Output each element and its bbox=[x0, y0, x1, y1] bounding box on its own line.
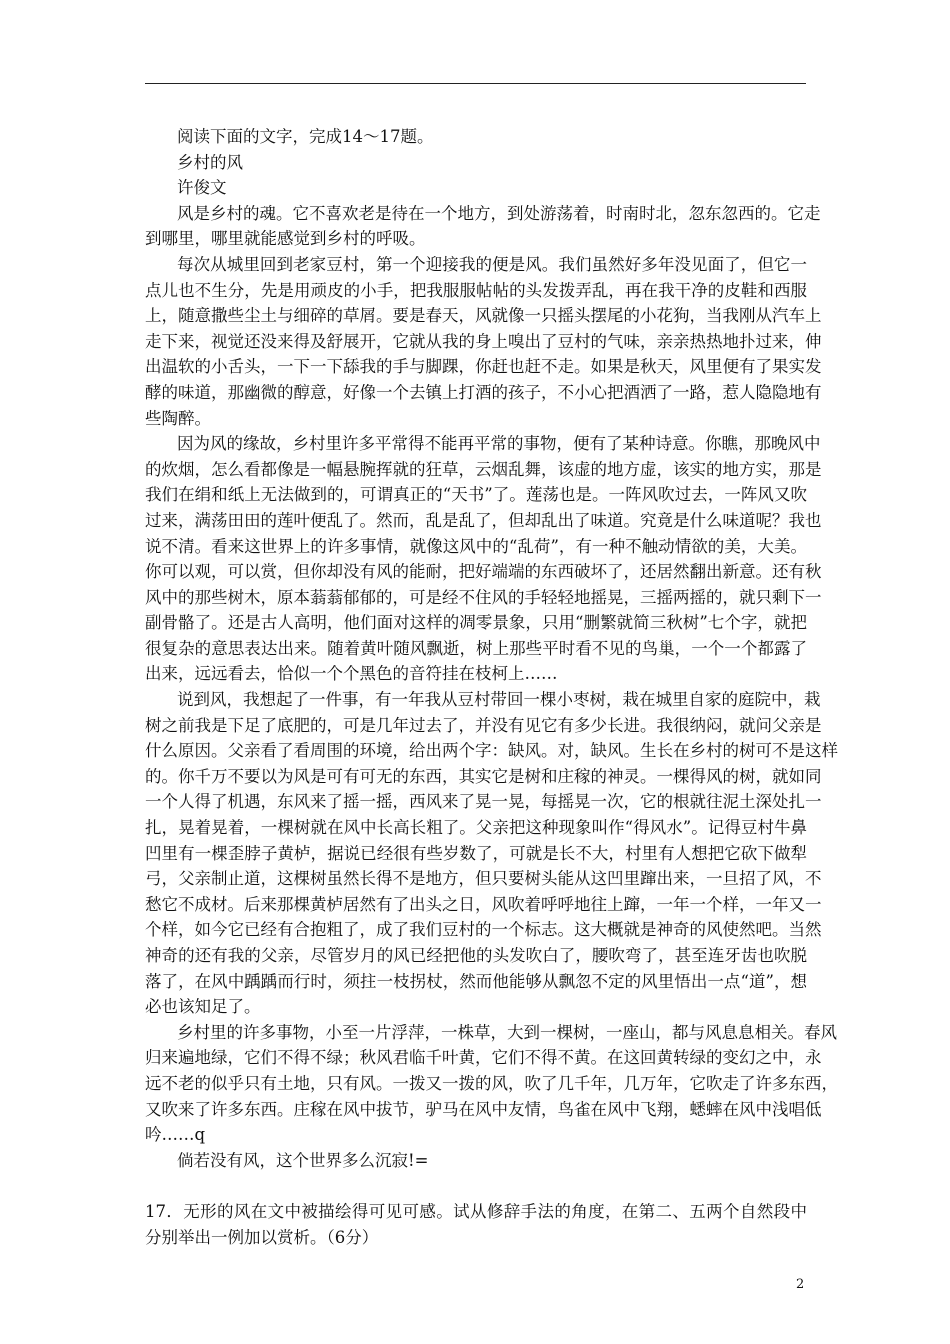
paragraph-line: 归来遍地绿，它们不得不绿；秋风君临千叶黄，它们不得不黄。在这回黄转绿的变幻之中，永 bbox=[145, 1048, 822, 1068]
page-number: 2 bbox=[796, 1277, 805, 1292]
paragraph-line: 每次从城里回到老家豆村，第一个迎接我的便是风。我们虽然好多年没见面了，但它一 bbox=[177, 254, 807, 274]
paragraph-line: 些陶醉。 bbox=[145, 408, 211, 428]
paragraph-line: 走下来，视觉还没来得及舒展开，它就从我的身上嗅出了豆村的气味，亲亲热热地扑过来，伸 bbox=[145, 331, 822, 351]
paragraph-line: 风是乡村的魂。它不喜欢老是待在一个地方，到处游荡着，时南时北，忽东忽西的。它走 bbox=[177, 203, 821, 223]
paragraph-line: 什么原因。父亲看了看周围的环境，给出两个字：缺风。对，缺风。生长在乡村的树可不是这样 bbox=[145, 741, 838, 761]
paragraph-line: 到哪里，哪里就能感觉到乡村的呼吸。 bbox=[145, 229, 426, 249]
question-line: 分别举出一例加以赏析。（6分） bbox=[145, 1227, 379, 1247]
paragraph-line: 酵的味道，那幽微的醇意，好像一个去镇上打酒的孩子，不小心把酒洒了一路，惹人隐隐地有 bbox=[145, 382, 822, 402]
paragraph-line: 风中的那些树木，原本蓊蓊郁郁的，可是经不住风的手轻轻地摇晃，三摇两摇的，就只剩下一 bbox=[145, 587, 822, 607]
paragraph-line: 落了，在风中踽踽而行时，须拄一枝拐杖，然而他能够从飘忽不定的风里悟出一点“道”，想 bbox=[145, 971, 807, 991]
paragraph-line: 出来，远远看去，恰似一个个黑色的音符挂在枝柯上…… bbox=[145, 664, 558, 684]
paragraph-4 bbox=[145, 687, 838, 1020]
paragraph-line: 吟……q bbox=[145, 1125, 206, 1145]
paragraph-line: 因为风的缘故，乡村里许多平常得不能再平常的事物，便有了某种诗意。你瞧，那晚风中 bbox=[177, 434, 821, 454]
paragraph-line: 扎，晃着晃着，一棵树就在风中长高长粗了。父亲把这种现象叫作“得风水”。记得豆村牛鼻 bbox=[145, 818, 807, 838]
paragraph-line: 一个人得了机遇，东风来了摇一摇，西风来了晃一晃，每摇晃一次，它的根就往泥土深处扎一 bbox=[145, 792, 822, 812]
paragraph-6 bbox=[145, 1148, 807, 1174]
document-content bbox=[145, 124, 838, 1251]
paragraph-line: 出温软的小舌头，一下一下舔我的手与脚踝，你赶也赶不走。如果是秋天，风里便有了果实发 bbox=[145, 357, 822, 377]
reading-instruction: 阅读下面的文字，完成14～17题。 bbox=[177, 127, 434, 146]
paragraph-line: 你可以观，可以赏，但你却没有风的能耐，把好端端的东西破坏了，还居然翻出新意。还有秋 bbox=[145, 562, 822, 582]
paragraph-line: 乡村里的许多事物，小至一片浮萍，一株草，大到一棵树，一座山，都与风息息相关。春风 bbox=[177, 1022, 837, 1042]
paragraph-line: 神奇的还有我的父亲，尽管岁月的风已经把他的头发吹白了，腰吹弯了，甚至连牙齿也吹脱 bbox=[145, 946, 807, 965]
paragraph-2 bbox=[145, 252, 822, 431]
paragraph-3 bbox=[145, 431, 822, 687]
question-line: 17．无形的风在文中被描绘得可见可感。试从修辞手法的角度，在第二、五两个自然段中 bbox=[145, 1202, 807, 1222]
paragraph-line: 远不老的似乎只有土地，只有风。一拨又一拨的风，吹了几千年，几万年，它吹走了许多东西， bbox=[145, 1073, 838, 1093]
paragraph-line: 又吹来了许多东西。庄稼在风中拔节，驴马在风中友情，鸟雀在风中飞翔，蟋蟀在风中浅唱低 bbox=[145, 1099, 822, 1119]
paragraph-line: 点儿也不生分，先是用顽皮的小手，把我服服帖帖的头发拨弄乱，再在我干净的皮鞋和西服 bbox=[145, 280, 807, 300]
paragraph-line: 树之前我是下足了底肥的，可是几年过去了，并没有见它有多少长进。我很纳闷，就问父亲是 bbox=[145, 715, 822, 735]
paragraph-line: 个样，如今它已经有合抱粗了，成了我们豆村的一个标志。这大概就是神奇的风使然吧。当然 bbox=[145, 920, 822, 940]
header-rule bbox=[145, 83, 806, 84]
paragraph-line: 上，随意撒些尘土与细碎的草屑。要是春天，风就像一只摇头摆尾的小花狗，当我刚从汽车上 bbox=[145, 306, 822, 326]
paragraph-line: 的。你千万不要以为风是可有可无的东西，其实它是树和庄稼的神灵。一棵得风的树，就如同 bbox=[145, 766, 822, 786]
paragraph-line: 说到风，我想起了一件事，有一年我从豆村带回一棵小枣树，栽在城里自家的庭院中，栽 bbox=[177, 690, 821, 710]
paragraph-line: 愁它不成材。后来那棵黄栌居然有了出头之日，风吹着呼呼地往上蹿，一年一个样，一年又一 bbox=[145, 894, 822, 914]
paragraph-line: 的炊烟，怎么看都像是一幅悬腕挥就的狂草，云烟乱舞，该虚的地方虚，该实的地方实，那是 bbox=[145, 459, 822, 479]
paragraph-line: 我们在绢和纸上无法做到的，可谓真正的“天书”了。莲荡也是。一阵风吹过去，一阵风又吹 bbox=[145, 485, 807, 505]
paragraph-line: 副骨骼了。还是古人高明，他们面对这样的凋零景象，只用“删繁就简三秋树”七个字，就把 bbox=[145, 613, 807, 633]
section-spacer bbox=[145, 1173, 807, 1199]
paragraph-5 bbox=[145, 1020, 838, 1148]
paragraph-line: 倘若没有风，这个世界多么沉寂!= bbox=[177, 1150, 429, 1170]
paragraph-1 bbox=[145, 201, 821, 252]
paragraph-line: 说不清。看来这世界上的许多事情，就像这风中的“乱荷”，有一种不触动情欲的美，大美。 bbox=[145, 536, 807, 556]
paragraph-line: 过来，满荡田田的莲叶便乱了。然而，乱是乱了，但却乱出了味道。究竟是什么味道呢？我也 bbox=[145, 510, 822, 530]
paragraph-line: 必也该知足了。 bbox=[145, 997, 261, 1017]
paragraph-line: 很复杂的意思表达出来。随着黄叶随风飘逝，树上那些平时看不见的鸟巢，一个一个都露了 bbox=[145, 638, 807, 658]
paragraph-line: 弓，父亲制止道，这棵树虽然长得不是地方，但只要树头能从这凹里蹿出来，一旦招了风，不 bbox=[145, 869, 822, 889]
article-title: 乡村的风 bbox=[177, 152, 243, 172]
paragraph-line: 凹里有一棵歪脖子黄栌，据说已经很有些岁数了，可就是长不大，村里有人想把它砍下做犁 bbox=[145, 843, 807, 863]
question-17 bbox=[145, 1199, 807, 1250]
article-author: 许俊文 bbox=[177, 178, 227, 198]
